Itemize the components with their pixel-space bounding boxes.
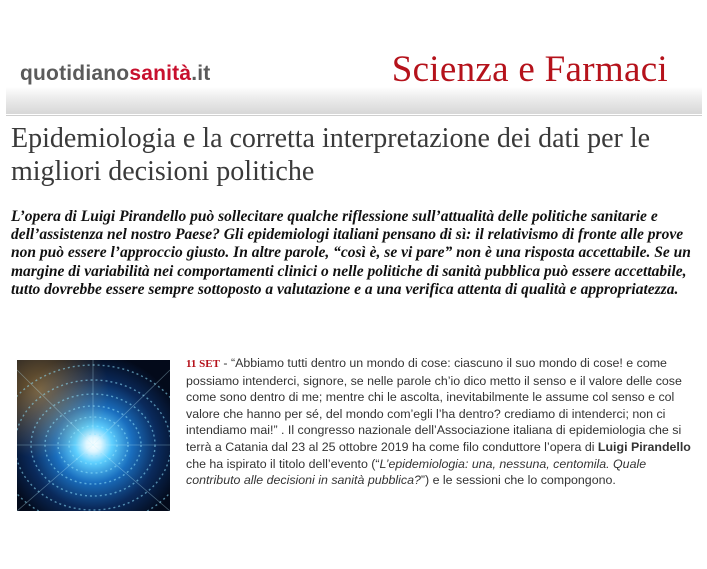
body-event-title: L’epidemiologia: una, nessuna, centomila. Quale contributo alle decisioni in sanità pubblica? <box>186 456 647 488</box>
article-title: Epidemiologia e la corretta interpretazione dei dati per le migliori decisioni politiche <box>11 123 651 187</box>
header-banner <box>6 42 702 114</box>
data-tunnel-illustration <box>17 360 170 511</box>
article-image[interactable] <box>17 360 170 511</box>
header-divider <box>6 115 702 116</box>
body-author: Luigi Pirandello <box>597 439 691 454</box>
body-text-part1: “Abbiamo tutti dentro un mondo di cose: ciascuno il suo mondo di cose! e come possiamo intenderci, signore, se nelle parole ch’io dico metto il senso e il valore delle cose come sono dentro di me; mentre chi le ascolta, inevitabilmente le assume col senso e col valore che hanno per sé, del mondo com’egli l’ha dentro? crediamo di intenderci; non ci intendiamo mai!” . Il congresso nazionale dell’Associazione italiana di epidemiologia che si terrà a Catania dal 23 al 25 ottobre 2019 ha come filo conduttore l’opera di <box>186 356 682 454</box>
body-text-part2: che ha ispirato il titolo dell’evento (“ <box>186 456 380 471</box>
article-body <box>186 355 698 489</box>
section-title: Scienza e Farmaci <box>391 49 668 90</box>
article-date: 11 SET <box>186 358 220 370</box>
body-text-part3: ”) e le sessioni che lo compongono. <box>420 473 616 488</box>
logo-text-it: .it <box>191 62 211 85</box>
site-logo[interactable] <box>20 62 210 86</box>
logo-text-sanita: sanità <box>129 62 192 85</box>
logo-text-quotidiano: quotidiano <box>20 62 130 85</box>
article-lead: L’opera di Luigi Pirandello può sollecitare qualche riflessione sull’attualità delle politiche sanitarie e dell’assistenza nel nostro Paese? Gli epidemiologi italiani pensano di sì: il relativismo di fronte alle prove non può essere l’approccio giusto. In altre parole, “così è, se vi pare” non è una risposta accettabile. Se un margine di variabilità nei comportamenti clinici o nelle politiche di sanità pubblica può essere accettabile, tutto dovrebbe essere sempre sottoposto a valutazione e a una verifica attenta di qualità e appropriatezza. <box>11 208 691 298</box>
date-separator: - <box>219 356 231 370</box>
